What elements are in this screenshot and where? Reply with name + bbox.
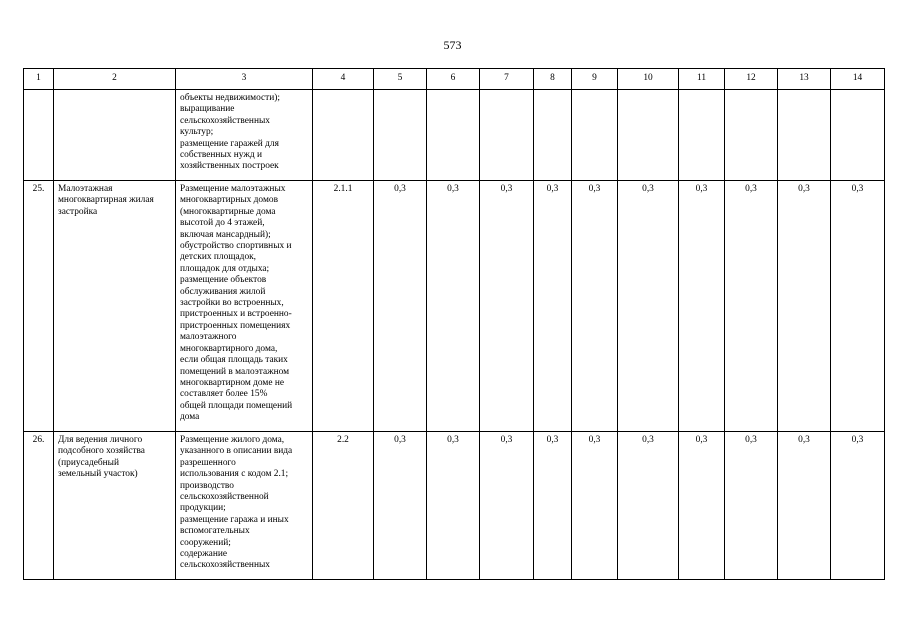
value-cell: 0,3 [534,181,572,432]
header-cell-7: 7 [480,69,534,90]
row-description: объекты недвижимости); выращивание сельскохозяйственных культур; размещение гаражей для собственных нужд и хозяйственных построек [176,90,313,181]
row-name [54,90,176,181]
value-cell: 0,3 [725,181,778,432]
header-cell-14: 14 [831,69,885,90]
value-cell: 0,3 [778,432,831,580]
row-code [313,90,374,181]
value-cell [725,90,778,181]
table-header-row [24,69,885,90]
row-number [24,90,54,181]
value-cell: 0,3 [679,181,725,432]
value-cell [618,90,679,181]
value-cell: 0,3 [831,432,885,580]
header-cell-12: 12 [725,69,778,90]
row-description: Размещение малоэтажных многоквартирных домов (многоквартирные дома высотой до 4 этажей, включая мансардный); обустройство спортивных и детских площадок, площадок для отдыха; размещение объектов обслуживания жилой застройки во встроенных, пристроенных и встроенно- пристроенных помещениях малоэтажного многоквартирного дома, если общая площадь таких помещений в малоэтажном многоквартирном доме не составляет более 15% общей площади помещений дома [176,181,313,432]
value-cell: 0,3 [618,432,679,580]
zoning-table [23,68,885,580]
row-number: 25. [24,181,54,432]
row-name: Малоэтажная многоквартирная жилая застройка [54,181,176,432]
value-cell: 0,3 [572,181,618,432]
value-cell: 0,3 [427,432,480,580]
value-cell [831,90,885,181]
value-cell [374,90,427,181]
row-code: 2.1.1 [313,181,374,432]
header-cell-8: 8 [534,69,572,90]
page-number: 573 [443,38,462,52]
row-name: Для ведения личного подсобного хозяйства (приусадебный земельный участок) [54,432,176,580]
table-row [24,181,885,432]
table-row [24,90,885,181]
header-cell-10: 10 [618,69,679,90]
value-cell: 0,3 [374,432,427,580]
table-row [24,432,885,580]
value-cell: 0,3 [480,432,534,580]
value-cell: 0,3 [572,432,618,580]
value-cell: 0,3 [831,181,885,432]
row-number: 26. [24,432,54,580]
value-cell [778,90,831,181]
value-cell: 0,3 [725,432,778,580]
value-cell: 0,3 [427,181,480,432]
header-cell-13: 13 [778,69,831,90]
row-description: Размещение жилого дома, указанного в описании вида разрешенного использования с кодом 2.1; производство сельскохозяйственной продукции; размещение гаража и иных вспомогательных сооружений; содержание сельскохозяйственных [176,432,313,580]
value-cell [572,90,618,181]
value-cell: 0,3 [778,181,831,432]
header-cell-3: 3 [176,69,313,90]
value-cell: 0,3 [679,432,725,580]
value-cell [480,90,534,181]
header-cell-11: 11 [679,69,725,90]
header-cell-5: 5 [374,69,427,90]
value-cell [679,90,725,181]
header-cell-4: 4 [313,69,374,90]
value-cell: 0,3 [534,432,572,580]
header-cell-9: 9 [572,69,618,90]
value-cell [534,90,572,181]
value-cell: 0,3 [374,181,427,432]
header-cell-2: 2 [54,69,176,90]
row-code: 2.2 [313,432,374,580]
header-cell-1: 1 [24,69,54,90]
value-cell: 0,3 [480,181,534,432]
value-cell [427,90,480,181]
header-cell-6: 6 [427,69,480,90]
value-cell: 0,3 [618,181,679,432]
